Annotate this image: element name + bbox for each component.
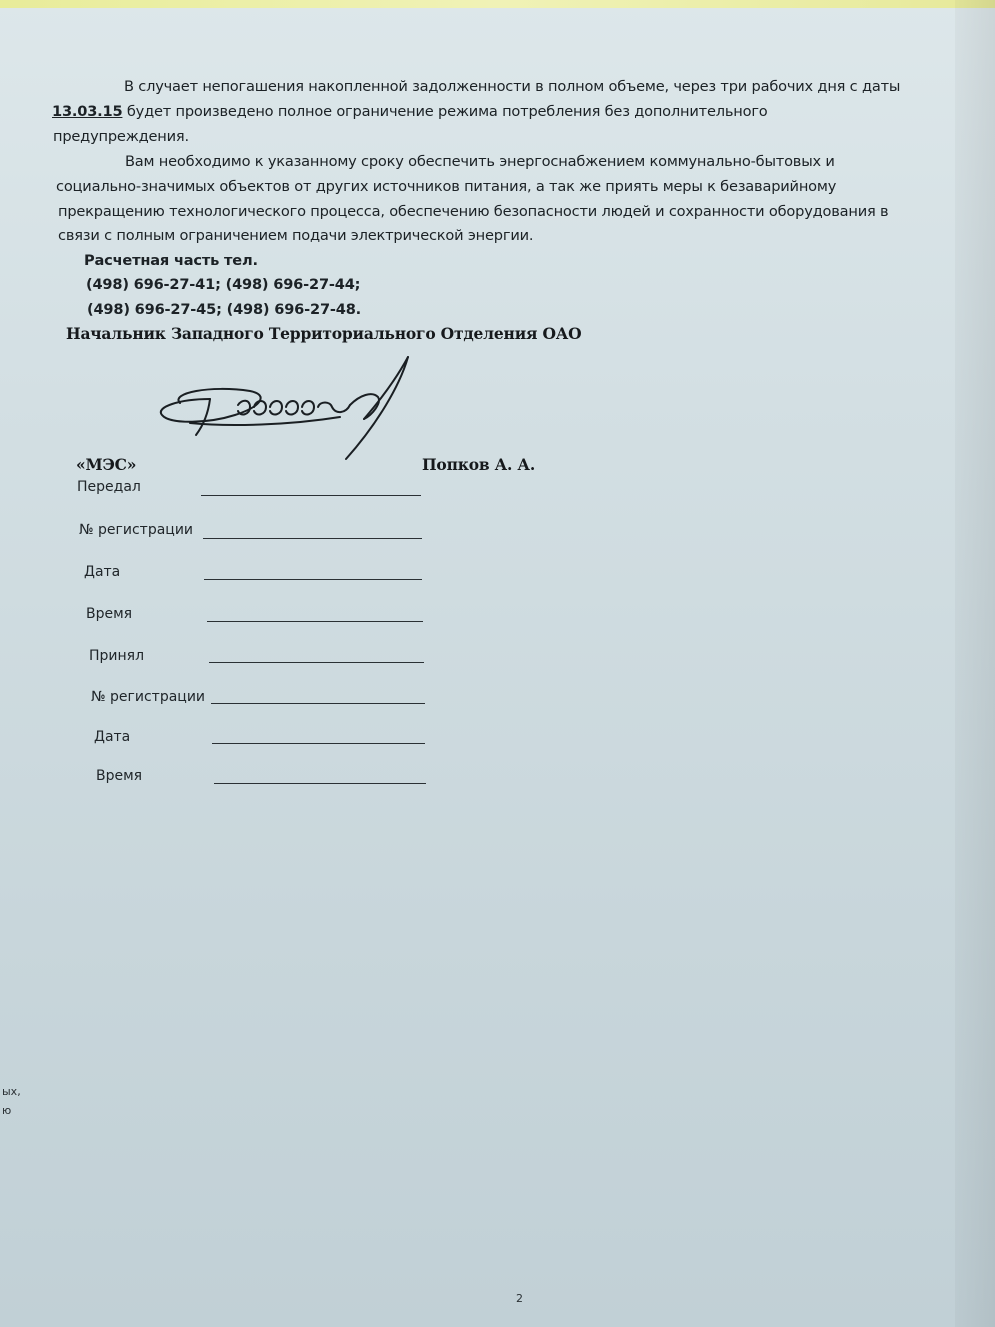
handwritten-signature (150, 355, 430, 470)
date-field-1[interactable] (204, 579, 422, 580)
organization-name: «МЭС» (76, 455, 137, 474)
time-field-1[interactable] (207, 621, 423, 622)
registration-number-field-2[interactable] (211, 703, 425, 704)
date-label-2: Дата (94, 729, 131, 745)
paragraph-2-line-3: прекращению технологического процесса, обеспечению безопасности людей и сохранности оборудования в (58, 203, 889, 220)
paragraph-2-line-2: социально-значимых объектов от других источников питания, а так же приять меры к безаварийному (56, 178, 837, 195)
received-by-label: Принял (89, 648, 145, 664)
registration-number-label-1: № регистрации (79, 522, 194, 538)
edge-text-fragment: ых, (2, 1085, 21, 1098)
billing-phones-line-2: (498) 696-27-45; (498) 696-27-48. (87, 301, 362, 318)
time-field-2[interactable] (214, 783, 426, 784)
date-field-2[interactable] (212, 743, 425, 744)
billing-phones-heading: Расчетная часть тел. (84, 252, 258, 269)
edge-text-fragment: ю (2, 1104, 12, 1117)
registration-number-label-2: № регистрации (91, 689, 206, 705)
sent-by-label: Передал (77, 479, 141, 495)
registration-number-field-1[interactable] (203, 538, 422, 539)
paragraph-1-line-2 (52, 103, 768, 120)
received-by-field[interactable] (209, 662, 424, 663)
time-label-2: Время (96, 768, 143, 784)
paragraph-2-line-4: связи с полным ограничением подачи электрической энергии. (58, 227, 534, 244)
sent-by-field[interactable] (201, 495, 421, 496)
paragraph-2-line-1: Вам необходимо к указанному сроку обеспечить энергоснабжением коммунально-бытовых и (125, 153, 835, 170)
date-label-1: Дата (84, 564, 121, 580)
billing-phones-line-1: (498) 696-27-41; (498) 696-27-44; (86, 276, 361, 293)
adjacent-sheet-edge (0, 0, 995, 8)
signatory-title: Начальник Западного Территориального Отделения ОАО (66, 324, 582, 343)
paragraph-1-line-2-text: будет произведено полное ограничение режима потребления без дополнительного (122, 103, 768, 120)
page-number: 2 (516, 1292, 523, 1305)
paragraph-1-line-1: В случает непогашения накопленной задолженности в полном объеме, через три рабочих дня с даты (124, 78, 901, 95)
deadline-date: 13.03.15 (52, 103, 123, 120)
paragraph-1-line-3: предупреждения. (53, 128, 189, 145)
time-label-1: Время (86, 606, 133, 622)
page-shadow (955, 0, 995, 1327)
signatory-name: Попков А. А. (422, 455, 536, 474)
